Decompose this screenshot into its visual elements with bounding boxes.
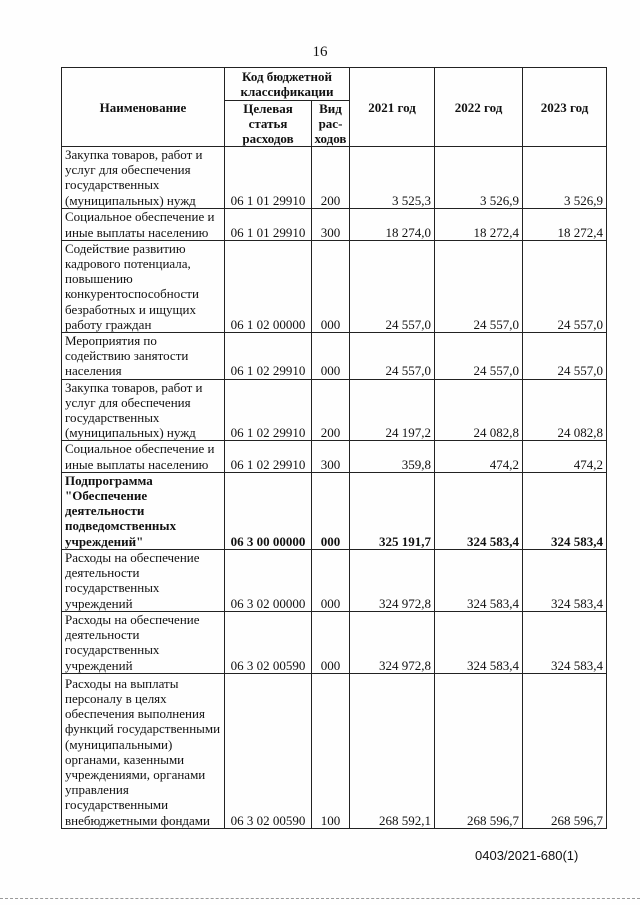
cell-target-article: 06 1 02 00000: [225, 240, 312, 332]
cell-2023: 3 526,9: [523, 147, 607, 209]
table-row: [62, 147, 607, 209]
cell-expense-type: 200: [312, 147, 350, 209]
cell-2021: 24 197,2: [350, 379, 435, 441]
cell-2021: 324 972,8: [350, 611, 435, 673]
cell-target-article: 06 1 02 29910: [225, 379, 312, 441]
cell-2021: 359,8: [350, 441, 435, 472]
table-row: [62, 549, 607, 611]
cell-2022: 324 583,4: [435, 472, 523, 549]
cell-target-article: 06 3 02 00000: [225, 549, 312, 611]
header-budget-code-group: Код бюджетной классификации: [225, 68, 350, 101]
cell-name: Расходы на выплаты персоналу в целях обеспечения выполнения функций государственными (муниципальными) органами, казенными учреждениями, органами управления государственными внебюджетными фондами: [62, 673, 225, 828]
cell-2023: 24 082,8: [523, 379, 607, 441]
table-header: [62, 68, 607, 147]
cell-2021: 324 972,8: [350, 549, 435, 611]
table-row: [62, 333, 607, 380]
document-code: 0403/2021-680(1): [475, 848, 579, 863]
cell-2023: 18 272,4: [523, 208, 607, 240]
cell-2023: 474,2: [523, 441, 607, 472]
cell-2023: 268 596,7: [523, 673, 607, 828]
cell-name: Закупка товаров, работ и услуг для обеспечения государственных (муниципальных) нужд: [62, 379, 225, 441]
cell-2021: 3 525,3: [350, 147, 435, 209]
cell-2022: 18 272,4: [435, 208, 523, 240]
cell-name: Подпрограмма "Обеспечение деятельности подведомственных учреждений": [62, 472, 225, 549]
cell-expense-type: 300: [312, 441, 350, 472]
cell-name: Закупка товаров, работ и услуг для обеспечения государственных (муниципальных) нужд: [62, 147, 225, 209]
cell-expense-type: 200: [312, 379, 350, 441]
header-expense-type: Вид рас-ходов: [312, 101, 350, 147]
cell-2022: 3 526,9: [435, 147, 523, 209]
cell-target-article: 06 3 02 00590: [225, 611, 312, 673]
cell-2021: 18 274,0: [350, 208, 435, 240]
cell-2023: 324 583,4: [523, 611, 607, 673]
cell-2022: 24 082,8: [435, 379, 523, 441]
page-number: 16: [312, 44, 328, 60]
page-edge-line: [0, 898, 640, 899]
cell-2022: 268 596,7: [435, 673, 523, 828]
cell-2022: 474,2: [435, 441, 523, 472]
cell-target-article: 06 1 02 29910: [225, 441, 312, 472]
cell-2021: 24 557,0: [350, 240, 435, 332]
cell-target-article: 06 1 01 29910: [225, 208, 312, 240]
cell-expense-type: 300: [312, 208, 350, 240]
cell-2022: 324 583,4: [435, 549, 523, 611]
cell-name: Расходы на обеспечение деятельности государственных учреждений: [62, 549, 225, 611]
cell-target-article: 06 1 01 29910: [225, 147, 312, 209]
table-row: [62, 379, 607, 441]
cell-name: Расходы на обеспечение деятельности государственных учреждений: [62, 611, 225, 673]
cell-2022: 24 557,0: [435, 240, 523, 332]
cell-2021: 268 592,1: [350, 673, 435, 828]
header-target-article: Целевая статья расходов: [225, 101, 312, 147]
cell-2021: 325 191,7: [350, 472, 435, 549]
cell-2021: 24 557,0: [350, 333, 435, 380]
table-row: [62, 208, 607, 240]
table-row: [62, 611, 607, 673]
cell-expense-type: 000: [312, 240, 350, 332]
cell-2023: 324 583,4: [523, 549, 607, 611]
table-row: [62, 472, 607, 549]
budget-table: [61, 67, 607, 829]
header-2021: 2021 год: [350, 68, 435, 147]
cell-name: Содействие развитию кадрового потенциала, повышению конкурентоспособности безработных и ищущих работу граждан: [62, 240, 225, 332]
cell-expense-type: 000: [312, 611, 350, 673]
cell-expense-type: 000: [312, 549, 350, 611]
header-2023: 2023 год: [523, 68, 607, 147]
table-row: [62, 240, 607, 332]
table-row: [62, 673, 607, 828]
cell-2022: 24 557,0: [435, 333, 523, 380]
cell-name: Социальное обеспечение и иные выплаты населению: [62, 441, 225, 472]
cell-expense-type: 000: [312, 333, 350, 380]
table-body: [62, 147, 607, 829]
cell-2022: 324 583,4: [435, 611, 523, 673]
cell-2023: 24 557,0: [523, 333, 607, 380]
cell-name: Мероприятия по содействию занятости населения: [62, 333, 225, 380]
header-2022: 2022 год: [435, 68, 523, 147]
cell-name: Социальное обеспечение и иные выплаты населению: [62, 208, 225, 240]
cell-expense-type: 100: [312, 673, 350, 828]
cell-target-article: 06 3 00 00000: [225, 472, 312, 549]
cell-expense-type: 000: [312, 472, 350, 549]
table-row: [62, 441, 607, 472]
cell-2023: 24 557,0: [523, 240, 607, 332]
cell-2023: 324 583,4: [523, 472, 607, 549]
cell-target-article: 06 3 02 00590: [225, 673, 312, 828]
cell-target-article: 06 1 02 29910: [225, 333, 312, 380]
header-name: Наименование: [62, 68, 225, 147]
